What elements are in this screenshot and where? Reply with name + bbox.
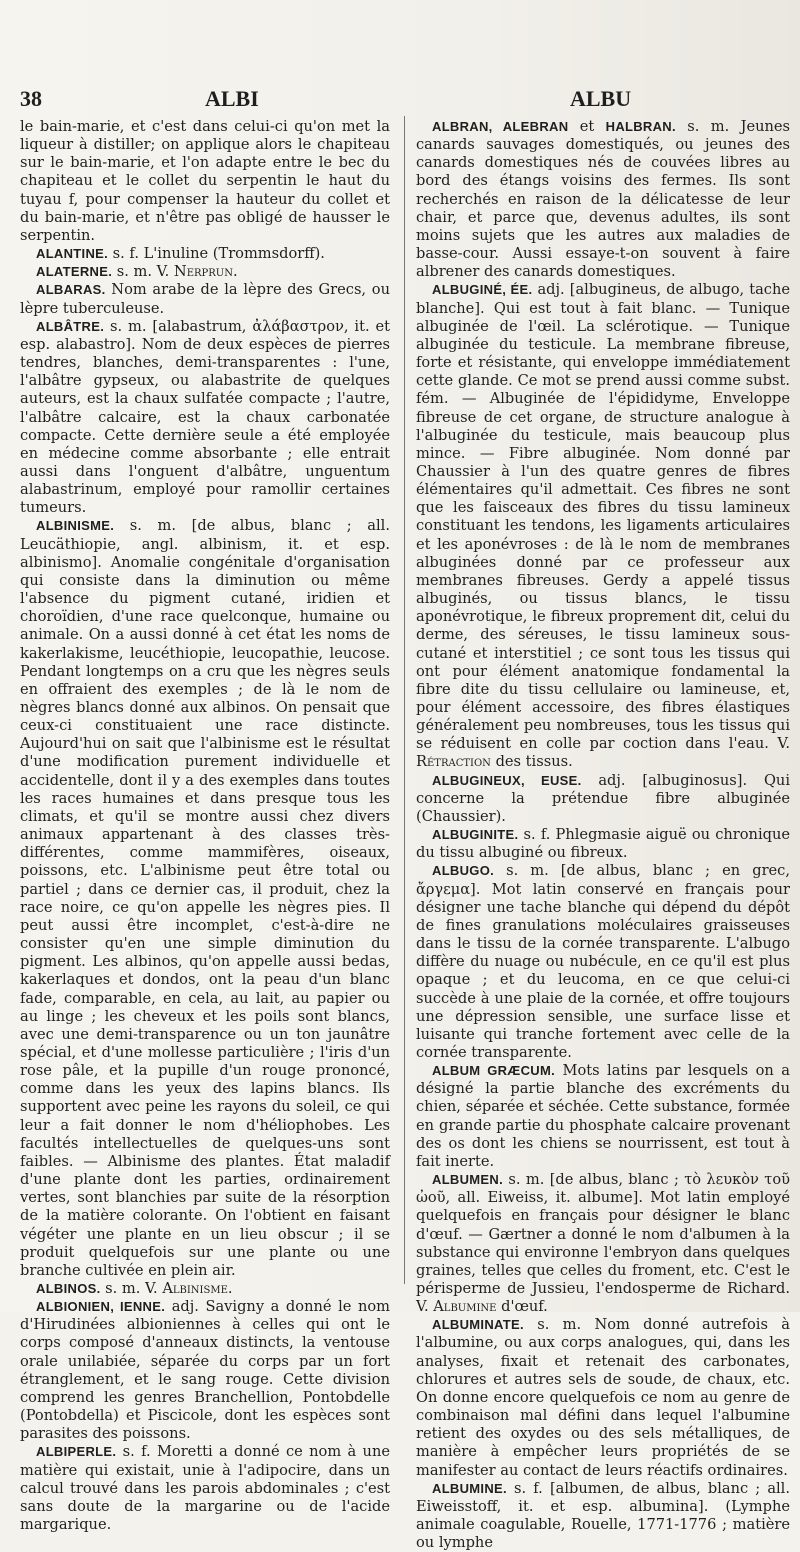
definition: Mots latins par lesquels on a désigné la partie blanche des excréments du chien, séparée et séchée. Cette substance, formée en grande partie du phosphate calcaire provenant des os dont les chiens se nourrissent, est tout à fait inerte. [416,1062,791,1170]
definition: s. f. Moretti a donné ce nom à une matière qui existait, unie à l'adipocire, dans un calcul trouvé dans les parois abdominales ; c'est sans doute de la margarine ou de l'acide margarique. [20,1443,390,1534]
left-column [20,118,390,1534]
right-guide-word: ALBU [570,86,632,111]
entry-alaterne [20,263,390,281]
entry-albumine [416,1480,790,1552]
entry-albugine [416,281,790,771]
headword: ALBIONIEN, IENNE. [36,1299,166,1315]
headword-variant: HALBRAN. [605,119,676,134]
headword: ALBUGINEUX, EUSE. [432,772,582,788]
entry-album-graecum [416,1062,790,1171]
headword: ALBUM GRÆCUM. [432,1063,556,1079]
entry-albiperle [20,1443,390,1534]
running-header [20,86,790,110]
definition: s. f. [albumen, de albus, blanc ; all. Eiweisstoff, it. et esp. albumina]. (Lymphe animale coagulable, Rouelle, 1771-1776 ; matière ou lymphe [416,1479,790,1552]
definition: s. f. Phlegmasie aiguë ou chronique du tissu albuginé ou fibreux. [416,826,790,862]
entry-albran [416,118,790,281]
definition: s. m. [alabastrum, ἀλάβαστρον, it. et esp. alabastro]. Nom de deux espèces de pierres tendres, blanches, demi-transparentes : l'une, l'albâtre gypseux, ou alabastrite de quelques auteurs, est la chaux sulfatée compacte ; l'autre, l'albâtre calcaire, est la chaux carbonatée compacte. Cette dernière seule a été employée en médecine comme absorbante ; elle entrait aussi dans l'onguent d'albâtre, unguentum alabastrinum, employé pour ramollir certaines tumeurs. [20,317,390,517]
definition-end: des tissus. [490,753,573,771]
entry-alantine [20,245,390,263]
definition-end: d'œuf. [496,1298,548,1316]
definition: s. m. Jeunes canards sauvages domestiqués, ou jeunes des canards domestiques nés de couvées libres au bord des étangs voisins des fermes. Ils sont recherchés en raison de la délicatesse de leur chair, et parce que, devenus adultes, ils sont moins sujets que les autres aux maladies de basse-cour. Aussi essaye-t-on souvent à faire albrener des canards domestiques. [416,118,791,281]
definition: s. m. V. [112,263,174,281]
cross-reference: Albumine [433,1298,497,1316]
headword: ALBINISME. [36,518,115,534]
headword: ALBINOS. [36,1281,101,1296]
entry-albugo [416,862,790,1062]
cross-reference: Nerprun [173,263,233,281]
headword: ALBUGINÉ, ÉE. [432,282,533,298]
headword: ALBUMINE. [432,1480,507,1496]
left-guide-word: ALBI [205,86,259,111]
headword: ALATERNE. [36,264,113,280]
page-number: 38 [20,86,42,111]
cross-reference: Albinisme [162,1280,228,1297]
definition: s. m. [de albus, blanc ; all. Leucäthiopie, angl. albinism, it. et esp. albinismo]. Anomalie congénitale d'organisation qui consiste dans la diminution ou même l'absence du pigment cutané, iridien et choroïdien, d'une race quelconque, humaine ou animale. On a aussi donné à cet état les noms de kakerlakisme, leucéthiopie, leucopathie, leucose. Pendant longtemps on a cru que les nègres seuls en offraient des exemples ; de là le nom de nègres blancs donné aux albinos. On pensait que ceux-ci constituaient une race distincte. Aujourd'hui on sait que l'albinisme est le résultat d'une modification purement individuelle et accidentelle, dont il y a des exemples dans toutes les races humaines et dans presque tous les climats, et qu'il se montre aussi chez divers animaux appartenant à des classes très-différentes, comme mammifères, oiseaux, poissons, etc. L'albinisme peut être total ou partiel ; dans ce dernier cas, il produit, chez la race noire, ce qu'on appelle les nègres pies. Il peut aussi être incomplet, c'est-à-dire ne consister qu'en une simple diminution du pigment. Les albinos, qu'on appelle aussi bedas, kakerlaques et dondos, ont la peau d'un blanc fade, comparable, en cela, au lait, au papier ou au linge ; les cheveux et les poils sont blancs, avec une demi-transparence ou un ton jaunâtre spécial, et d'une mollesse particulière ; l'iris d'un rose pâle, et la pupille d'un rouge prononcé, comme dans les yeux des lapins blancs. Ils supportent avec peine les rayons du soleil, ce qui leur a fait donner le nom d'héliophobes. Les facultés intellectuelles de quelques-uns sont faibles. — Albinisme des plantes. État maladif d'une plante dont les parties, ordinairement vertes, sont blanchies par suite de la résorption de la matière colorante. On l'obtient en faisant végéter une plante en un lieu obscur ; il se produit quelquefois sur une plante ou une branche cultivée en plein air. [20,517,390,1279]
entry-albugineux [416,772,790,826]
headword: ALBUGINITE. [432,827,519,843]
definition: s. m. [de albus, blanc ; en grec, ἄργεμα]. Mot latin conservé en français pour désigner une tache blanche qui dépend du dépôt de fines granulations moléculaires graisseuses dans le tissu de la cornée transparente. L'albugo diffère du nuage ou nubécule, en ce qu'il est plus opaque ; et du leucoma, en ce que celui-ci succède à une plaie de la cornée, et offre toujours une dépression sensible, une surface lisse et luisante qui tranche fortement avec celle de la cornée transparente. [416,862,790,1061]
entry-albatre [20,318,390,518]
definition: adj. Savigny a donné le nom d'Hirudinées albioniennes à celles qui ont le corps composé d'anneaux distincts, la ventouse orale unilabiée, séparée du corps par un fort étranglement, et le sang rouge. Cette division comprend les genres Branchellion, Pontobdelle (Pontobdella) et Piscicole, dont les espèces sont parasites des poissons. [20,1298,390,1443]
definition: Nom arabe de la lèpre des Grecs, ou lèpre tuberculeuse. [20,281,390,317]
definition: adj. [albugineus, de albugo, tache blanche]. Qui est tout à fait blanc. — Tunique albuginée de l'œil. La sclérotique. — Tunique albuginée du testicule. La membrane fibreuse, forte et résistante, qui enveloppe immédiatement cette glande. Ce mot se prend aussi comme subst. fém. — Albuginée de l'épididyme, Enveloppe fibreuse de cet organe, de structure analogue à l'albuginée du testicule, mais beaucoup plus mince. — Fibre albuginée. Nom donné par Chaussier à l'un des quatre genres de fibres élémentaires qu'il admettait. Ces fibres ne sont que les faisceaux des fibres du tissu lamineux constituant les tendons, les ligaments articulaires et les aponévroses : de là le nom de membranes albuginées donné par ce professeur aux membranes fibreuses. Gerdy a appelé tissus albuginés, ou tissus blancs, le tissu aponévrotique, le fibreux proprement dit, celui du derme, des séreuses, le tissu lamineux sous-cutané et interstitiel ; ce sont tous les tissus qui ont pour élément anatomique fondamental la fibre dite du tissu cellulaire ou lamineuse, et, pour élément accessoire, des fibres élastiques généralement peu nombreuses, tous les tissus qui se réduisent en colle par coction dans l'eau. V. [416,281,790,753]
punctuation: . [227,1280,233,1297]
headword: ALBÂTRE. [36,318,105,334]
entry-albuginite [416,826,790,862]
cross-reference: Rétraction [416,753,491,771]
entry-albinos [20,1280,390,1298]
conjunction: et [568,118,606,135]
definition: s. f. L'inuline (Trommsdorff). [108,245,325,263]
headword: ALBRAN, ALEBRAN [432,119,569,134]
headword: ALBARAS. [36,282,106,298]
definition: s. m. Nom donné autrefois à l'albumine, ou aux corps analogues, qui, dans les analyses, fixait et retenait des carbonates, chlorures et autres sels de soude, de chaux, etc. On donne encore quelquefois ce nom au genre de combinaison mal défini dans lequel l'albumine retient des oxydes ou des sels métalliques, de manière à empêcher leurs propriétés de se manifester au contact de leurs réactifs ordinaires. [416,1316,790,1479]
entry-albinisme [20,517,390,1280]
headword: ALANTINE. [36,246,109,262]
headword: ALBIPERLE. [36,1444,117,1460]
entry-albuminate [416,1316,790,1479]
definition: s. m. [de albus, blanc ; τὸ λευκὸν τοῦ ὠοῦ, all. Eiweiss, it. albume]. Mot latin employé quelquefois en français pour désigner le blanc d'œuf. — Gærtner a donné le nom d'albumen à la substance qui environne l'embryon dans quelques graines, telles que celles du froment, etc. C'est le périsperme de Jussieu, l'endosperme de Richard. V. [416,1171,790,1316]
definition: adj. [albuginosus]. Qui concerne la prétendue fibre albuginée (Chaussier). [416,771,790,825]
column-divider [404,116,405,1284]
right-column [416,118,790,1552]
headword: ALBUMEN. [432,1172,504,1188]
punctuation: . [232,263,238,281]
entry-albumen [416,1171,790,1316]
definition: s. m. V. [100,1280,163,1297]
headword: ALBUGO. [432,863,495,879]
continuation-paragraph: le bain-marie, et c'est dans celui-ci qu'on met la liqueur à distiller; on applique alors le chapiteau sur le bain-marie, et l'on adapte entre le bec du chapiteau et le collet du serpentin le haut du tuyau f, pour compenser la hauteur du collet et du bain-marie, et n'être pas obligé de hausser le serpentin. [20,118,390,244]
entry-albionien [20,1298,390,1443]
entry-albaras [20,281,390,317]
headword: ALBUMINATE. [432,1317,524,1333]
